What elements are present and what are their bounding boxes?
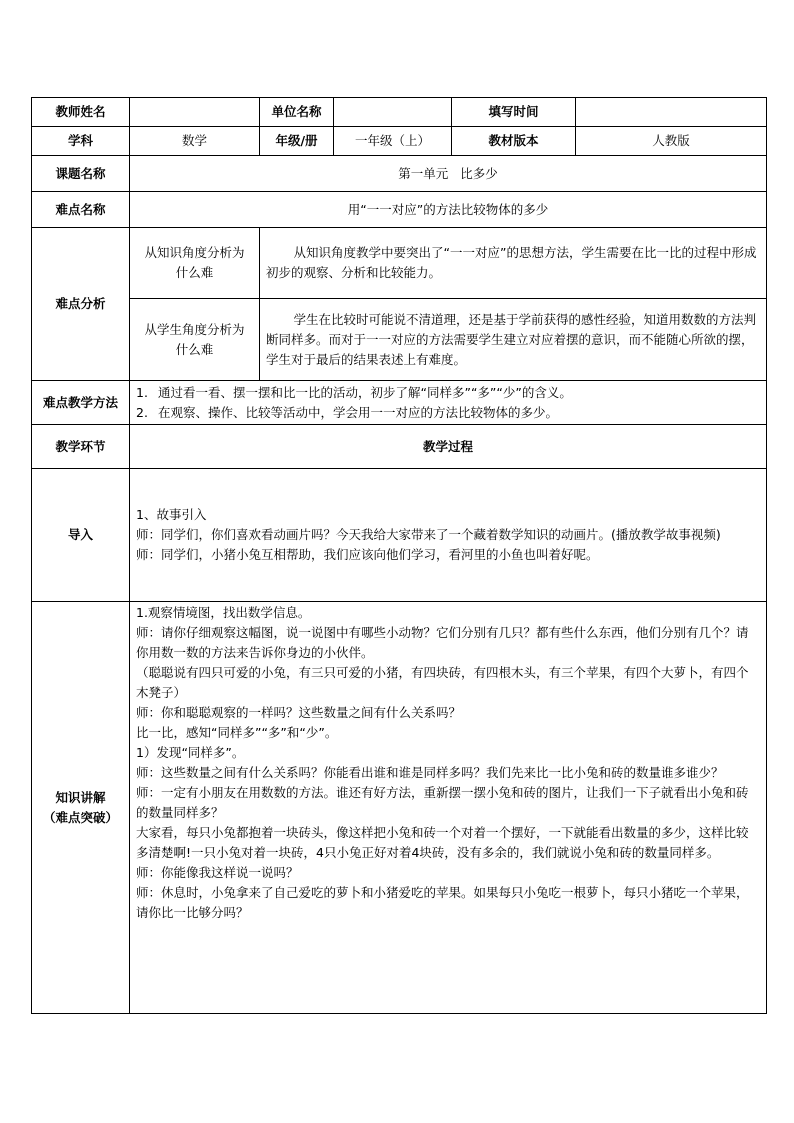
grade-value: 一年级（上） [334, 127, 452, 156]
difficulty-label: 难点名称 [32, 192, 130, 228]
methods-item [136, 383, 760, 403]
process-header-row [32, 425, 767, 469]
knowledge-angle-paragraph: 从知识角度教学中要突出了“一一对应”的思想方法，学生需要在比一比的过程中形成初步的观察、分析和比较能力。 [266, 245, 757, 280]
edition-value: 人教版 [576, 127, 767, 156]
intro-line: 师：同学们，你们喜欢看动画片吗？今天我给大家带来了一个藏着数学知识的动画片。(播放教学故事视频) [136, 527, 721, 542]
methods-item-text: 在观察、操作、比较等活动中，学会用一一对应的方法比较物体的多少。 [158, 404, 559, 420]
intro-label: 导入 [32, 469, 130, 602]
knowledge-line: 大家看，每只小兔都抱着一块砖头，像这样把小兔和砖一个对着一个摆好，一下就能看出数量的多少，这样比较多清楚啊!一只小兔对着一块砖，4只小兔正好对着4块砖，没有多余的，我们就说小兔和砖的数量同样多。 [136, 825, 749, 860]
knowledge-angle-text [260, 228, 767, 299]
lesson-plan-table [31, 97, 767, 1014]
methods-item-text: 通过看一看、摆一摆和比一比的活动，初步了解“同样多”“多”“少”的含义。 [158, 384, 572, 400]
subject-label: 学科 [32, 127, 130, 156]
process-stage-label: 教学环节 [32, 425, 130, 469]
knowledge-label-cell [32, 602, 130, 1014]
teacher-name-label: 教师姓名 [32, 98, 130, 127]
knowledge-label: 知识讲解 [55, 789, 106, 805]
methods-item-number: 2. [136, 404, 148, 420]
unit-name-label: 单位名称 [260, 98, 334, 127]
knowledge-line: 1）发现“同样多”。 [136, 745, 245, 760]
grade-label: 年级/册 [260, 127, 334, 156]
knowledge-sublabel: （难点突破） [42, 809, 118, 825]
header-row [32, 98, 767, 127]
student-angle-paragraph: 学生在比较时可能说不清道理，还是基于学前获得的感性经验，知道用数数的方法判断同样多。而对于一一对应的方法需要学生建立对应着摆的意识，而不能随心所欲的摆，学生对于最后的结果表述上有难度。 [266, 311, 757, 367]
lesson-value: 第一单元 比多少 [130, 156, 767, 192]
knowledge-content [130, 602, 767, 1014]
intro-line: 1、故事引入 [136, 507, 207, 522]
student-angle-text [260, 299, 767, 381]
methods-label: 难点教学方法 [32, 381, 130, 425]
subject-value: 数学 [130, 127, 260, 156]
teacher-name-value [130, 98, 260, 127]
intro-line: 师：同学们，小猪小兔互相帮助，我们应该向他们学习，看河里的小鱼也叫着好呢。 [136, 547, 599, 562]
fill-date-value [576, 98, 767, 127]
lesson-row [32, 156, 767, 192]
knowledge-line: 比一比，感知“同样多”“多”和“少”。 [136, 725, 338, 740]
unit-name-value [334, 98, 452, 127]
fill-date-label: 填写时间 [452, 98, 576, 127]
knowledge-row [32, 602, 767, 1014]
lesson-label: 课题名称 [32, 156, 130, 192]
knowledge-line: 师：请你仔细观察这幅图，说一说图中有哪些小动物？它们分别有几只？都有些什么东西，他们分别有几个？请你用数一数的方法来告诉你身边的小伙伴。 [136, 625, 749, 660]
subject-row [32, 127, 767, 156]
analysis-label: 难点分析 [32, 228, 130, 381]
knowledge-angle-label: 从知识角度分析为什么难 [130, 228, 260, 299]
analysis-student-row [32, 299, 767, 381]
knowledge-line: 师：休息时，小兔拿来了自己爱吃的萝卜和小猪爱吃的苹果。如果每只小兔吃一根萝卜，每只小猪吃一个苹果，请你比一比够分吗？ [136, 885, 749, 920]
knowledge-line: 师：这些数量之间有什么关系吗？你能看出谁和谁是同样多吗？我们先来比一比小兔和砖的数量谁多谁少？ [136, 765, 724, 780]
knowledge-line: （聪聪说有四只可爱的小兔，有三只可爱的小猪，有四块砖，有四根木头，有三个苹果，有四个大萝卜，有四个木凳子） [136, 665, 749, 700]
edition-label: 教材版本 [452, 127, 576, 156]
knowledge-line: 1.观察情境图，找出数学信息。 [136, 605, 311, 620]
process-content-label: 教学过程 [130, 425, 767, 469]
methods-list [136, 383, 760, 423]
methods-item [136, 403, 760, 423]
intro-content [130, 469, 767, 602]
analysis-knowledge-row [32, 228, 767, 299]
knowledge-line: 师：一定有小朋友在用数数的方法。谁还有好方法，重新摆一摆小兔和砖的图片，让我们一下子就看出小兔和砖的数量同样多？ [136, 785, 749, 820]
methods-item-number: 1. [136, 384, 148, 400]
difficulty-row [32, 192, 767, 228]
methods-content [130, 381, 767, 425]
intro-row [32, 469, 767, 602]
student-angle-label: 从学生角度分析为什么难 [130, 299, 260, 381]
knowledge-line: 师：你能像我这样说一说吗？ [136, 865, 299, 880]
knowledge-line: 师：你和聪聪观察的一样吗？这些数量之间有什么关系吗？ [136, 705, 462, 720]
difficulty-value: 用“一一对应”的方法比较物体的多少 [130, 192, 767, 228]
methods-row [32, 381, 767, 425]
